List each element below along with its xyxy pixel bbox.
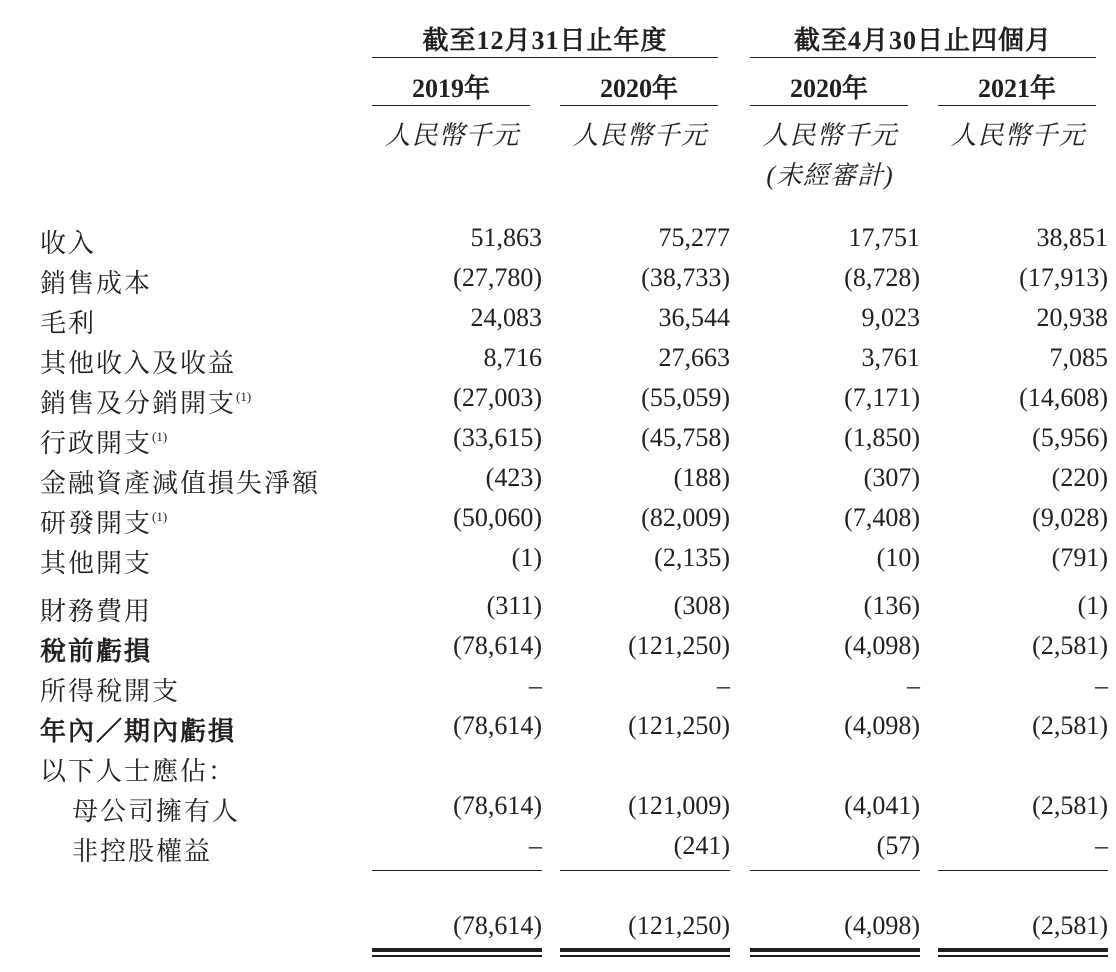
table-cell: (4,041) bbox=[844, 791, 920, 820]
total-cell: (78,614) bbox=[453, 911, 542, 940]
total-cell: (121,250) bbox=[628, 911, 730, 940]
table-cell: (2,135) bbox=[654, 543, 730, 572]
table-cell: (8,728) bbox=[844, 263, 920, 292]
total-cell: (4,098) bbox=[844, 911, 920, 940]
table-cell: 20,938 bbox=[1036, 303, 1108, 332]
table-cell: (1,850) bbox=[844, 423, 920, 452]
row-label-cost-of-sales: 銷售成本 bbox=[40, 269, 153, 298]
total-double-rule bbox=[938, 948, 1108, 957]
unaudited-note: (未經審計) bbox=[766, 161, 894, 190]
table-cell: (2,581) bbox=[1032, 711, 1108, 740]
table-cell: (82,009) bbox=[641, 503, 730, 532]
unit-header: 人民幣千元 bbox=[384, 121, 520, 150]
row-label-revenue: 收入 bbox=[40, 229, 97, 258]
table-cell: 51,863 bbox=[470, 223, 542, 252]
subtotal-rule bbox=[560, 870, 730, 871]
row-label-attributable-to: 以下人士應佔： bbox=[40, 757, 237, 786]
label-text: 行政開支 bbox=[40, 429, 153, 458]
table-cell: (791) bbox=[1051, 543, 1108, 572]
table-cell: 75,277 bbox=[658, 223, 730, 252]
table-cell: (136) bbox=[863, 591, 920, 620]
table-cell: (423) bbox=[485, 463, 542, 492]
row-label-admin-expenses bbox=[40, 423, 167, 460]
label-text: 研發開支 bbox=[40, 509, 153, 538]
table-cell: (17,913) bbox=[1019, 263, 1108, 292]
header-group-rule bbox=[372, 57, 718, 58]
table-cell: (5,956) bbox=[1032, 423, 1108, 452]
table-cell: – bbox=[717, 671, 730, 700]
table-cell: (1) bbox=[1077, 591, 1108, 620]
total-double-rule bbox=[372, 948, 542, 957]
table-cell: (220) bbox=[1051, 463, 1108, 492]
table-cell: (45,758) bbox=[641, 423, 730, 452]
subtotal-rule bbox=[750, 870, 920, 871]
table-cell: 17,751 bbox=[848, 223, 920, 252]
table-cell: 38,851 bbox=[1036, 223, 1108, 252]
year-rule bbox=[372, 105, 530, 106]
table-cell: 27,663 bbox=[658, 343, 730, 372]
table-cell: (308) bbox=[673, 591, 730, 620]
table-cell: (78,614) bbox=[453, 791, 542, 820]
table-cell: – bbox=[529, 671, 542, 700]
table-cell: 24,083 bbox=[470, 303, 542, 332]
table-cell: (78,614) bbox=[453, 631, 542, 660]
header-group-year-ended: 截至12月31日止年度 bbox=[422, 26, 668, 55]
table-cell: 8,716 bbox=[483, 343, 542, 372]
footnote-marker: (1) bbox=[152, 429, 168, 444]
year-rule bbox=[750, 105, 908, 106]
row-label-loss-before-tax: 稅前虧損 bbox=[40, 637, 153, 666]
row-label-other-income: 其他收入及收益 bbox=[40, 349, 237, 378]
row-label-loss-for-period: 年內／期內虧損 bbox=[40, 717, 237, 746]
table-cell: (7,408) bbox=[844, 503, 920, 532]
row-label-income-tax: 所得稅開支 bbox=[40, 677, 181, 706]
table-cell: 9,023 bbox=[861, 303, 920, 332]
year-header-2020: 2020年 bbox=[599, 74, 678, 103]
table-cell: (241) bbox=[673, 831, 730, 860]
table-cell: (38,733) bbox=[641, 263, 730, 292]
table-cell: – bbox=[907, 671, 920, 700]
unit-header: 人民幣千元 bbox=[950, 121, 1086, 150]
row-label-gross-profit: 毛利 bbox=[40, 309, 97, 338]
table-cell: (121,250) bbox=[628, 631, 730, 660]
table-cell: – bbox=[1095, 831, 1108, 860]
year-header-2019: 2019年 bbox=[411, 74, 490, 103]
header-group-rule bbox=[750, 57, 1096, 58]
total-cell: (2,581) bbox=[1032, 911, 1108, 940]
table-cell: 7,085 bbox=[1049, 343, 1108, 372]
year-rule bbox=[938, 105, 1096, 106]
table-cell: (2,581) bbox=[1032, 791, 1108, 820]
row-label-selling-distribution bbox=[40, 383, 251, 420]
row-label-impairment-losses: 金融資產減值損失淨額 bbox=[40, 469, 321, 498]
table-cell: (9,028) bbox=[1032, 503, 1108, 532]
table-cell: (7,171) bbox=[844, 383, 920, 412]
footnote-marker: (1) bbox=[236, 389, 252, 404]
table-cell: (14,608) bbox=[1019, 383, 1108, 412]
footnote-marker: (1) bbox=[152, 509, 168, 524]
row-label-non-controlling: 非控股權益 bbox=[72, 837, 213, 866]
year-header-2021: 2021年 bbox=[977, 74, 1056, 103]
row-label-rd-expenses bbox=[40, 503, 167, 540]
table-cell: – bbox=[1095, 671, 1108, 700]
table-cell: (311) bbox=[486, 591, 542, 620]
table-cell: (33,615) bbox=[453, 423, 542, 452]
table-cell: (27,780) bbox=[453, 263, 542, 292]
unit-header: 人民幣千元 bbox=[572, 121, 708, 150]
table-cell: (307) bbox=[863, 463, 920, 492]
table-cell: (4,098) bbox=[844, 711, 920, 740]
row-label-other-expenses: 其他開支 bbox=[40, 549, 153, 578]
table-cell: (57) bbox=[876, 831, 920, 860]
table-cell: (4,098) bbox=[844, 631, 920, 660]
table-cell: 36,544 bbox=[658, 303, 730, 332]
table-cell: (27,003) bbox=[453, 383, 542, 412]
table-cell: – bbox=[529, 831, 542, 860]
year-rule bbox=[560, 105, 718, 106]
row-label-finance-costs: 財務費用 bbox=[40, 597, 153, 626]
total-double-rule bbox=[560, 948, 730, 957]
table-cell: (78,614) bbox=[453, 711, 542, 740]
table-cell: 3,761 bbox=[861, 343, 920, 372]
year-header-2020-four-months: 2020年 bbox=[789, 74, 868, 103]
table-cell: (50,060) bbox=[453, 503, 542, 532]
header-group-four-months: 截至4月30日止四個月 bbox=[793, 26, 1052, 55]
label-text: 銷售及分銷開支 bbox=[40, 389, 237, 418]
total-double-rule bbox=[750, 948, 920, 957]
table-cell: (2,581) bbox=[1032, 631, 1108, 660]
table-cell: (121,250) bbox=[628, 711, 730, 740]
row-label-owners-of-parent: 母公司擁有人 bbox=[72, 797, 241, 826]
table-cell: (121,009) bbox=[628, 791, 730, 820]
table-cell: (55,059) bbox=[641, 383, 730, 412]
table-cell: (10) bbox=[876, 543, 920, 572]
unit-header: 人民幣千元 bbox=[762, 121, 898, 150]
table-cell: (188) bbox=[673, 463, 730, 492]
table-cell: (1) bbox=[511, 543, 542, 572]
subtotal-rule bbox=[938, 870, 1108, 871]
subtotal-rule bbox=[372, 870, 542, 871]
